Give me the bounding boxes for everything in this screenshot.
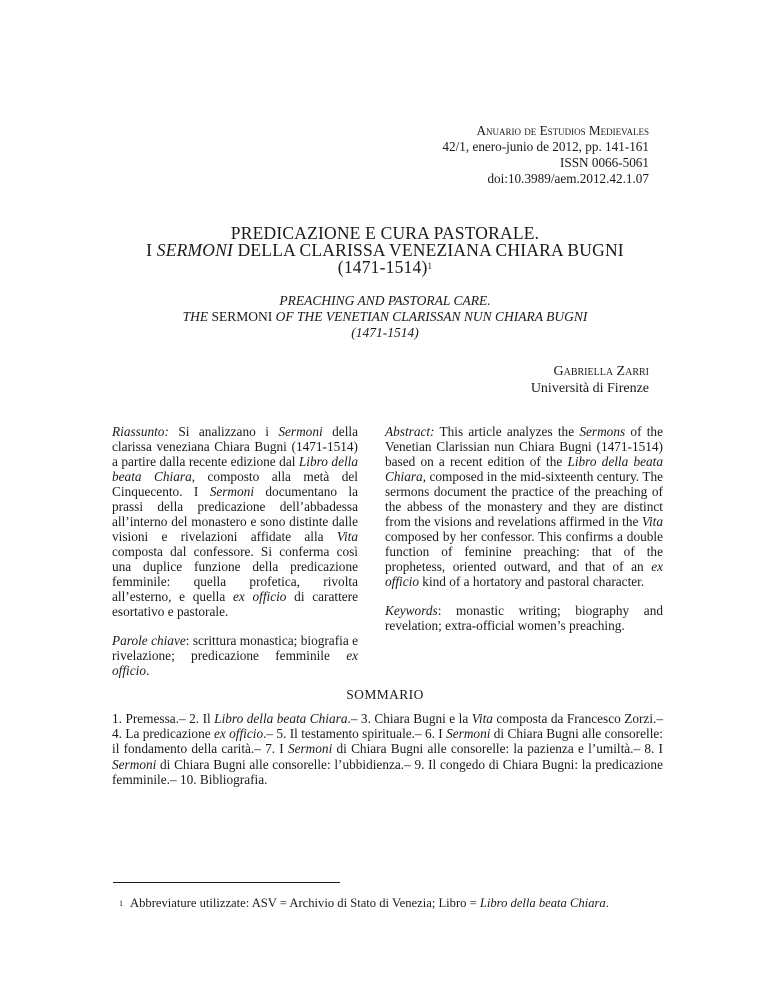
- title-italic: SERMONI: [156, 240, 233, 260]
- title-line-1: PREDICAZIONE E CURA PASTORALE.: [230, 223, 540, 243]
- text: composta dal confessore. Si conferma così una duplice funzione della predicazione femminile: quella profetica, rivolta all’esterno, e quella: [112, 544, 358, 604]
- text: Abbreviature utilizzate: ASV = Archivio di Stato di Venezia; Libro =: [130, 896, 480, 910]
- subtitle-line-1: PREACHING AND PASTORAL CARE.: [279, 293, 491, 308]
- sommario-heading: SOMMARIO: [346, 687, 424, 702]
- text: .: [605, 896, 609, 910]
- text: di Chiara Bugni alle consorelle: il fondamento della carità.– 7. I: [112, 726, 663, 757]
- author-affiliation: Università di Firenze: [530, 381, 649, 396]
- text: , composto alla metà del Cinquecento. I: [112, 469, 358, 499]
- subtitle-upright: SERMONI: [208, 309, 276, 324]
- article-subtitle: [100, 293, 670, 341]
- italic-text: Sermoni: [287, 741, 333, 757]
- text: composed by her confessor. This confirms a double function of feminine preaching: that of the prophetess, oriented outward, and that of an: [385, 529, 663, 574]
- footnote: [113, 896, 673, 911]
- author-block: [531, 363, 649, 397]
- article-title: [100, 225, 670, 276]
- subtitle-line-3: (1471-1514): [351, 325, 419, 340]
- italic-text: Sermoni: [278, 424, 323, 439]
- text: kind of a hortatory and pastoral character.: [418, 574, 645, 589]
- italic-text: ex officio: [232, 589, 287, 604]
- keywords-italian: [112, 633, 358, 678]
- subtitle-text: OF THE VENETIAN CLARISSAN NUN CHIARA BUGNI: [275, 309, 588, 324]
- italic-text: Vita: [471, 711, 493, 726]
- keywords-english: [385, 603, 663, 633]
- italic-text: Sermons: [579, 424, 626, 439]
- abstract-english: [385, 424, 663, 589]
- abstract-column-english: [385, 424, 663, 633]
- journal-masthead: [442, 123, 649, 187]
- italic-text: Libro della beata Chiara: [112, 454, 359, 484]
- abstract-column-italian: [112, 424, 358, 678]
- text: della clarissa veneziana Chiara Bugni (1471-1514) a partire dalla recente edizione dal: [112, 424, 358, 469]
- text: di carattere esortativo e pastorale.: [112, 589, 358, 619]
- text: di Chiara Bugni alle consorelle: la pazienza e l’umiltà.– 8. I: [332, 741, 663, 757]
- italic-text: Libro della beata Chiara: [214, 711, 348, 726]
- table-of-contents: [112, 711, 663, 787]
- footnote-mark: 1: [119, 899, 123, 908]
- text: .: [145, 663, 150, 678]
- italic-text: Sermoni: [446, 726, 491, 742]
- text: : scrittura monastica; biografia e rivelazione; predicazione femminile: [112, 633, 358, 663]
- italic-text: Libro della beata Chiara: [385, 454, 663, 484]
- issn: ISSN 0066-5061: [559, 155, 649, 170]
- italic-text: ex officio: [112, 648, 358, 678]
- subtitle-line-2: [100, 309, 670, 325]
- abstract-label: Riassunto:: [112, 424, 169, 439]
- text: 1. Premessa.– 2. Il: [112, 711, 215, 726]
- italic-text: Vita: [336, 529, 358, 544]
- author-name: Gabriella Zarri: [553, 364, 649, 379]
- sommario-body: [112, 711, 663, 787]
- title-line-3: [100, 259, 670, 276]
- text: .– 3. Chiara Bugni e la: [347, 711, 472, 726]
- text: di Chiara Bugni alle consorelle: l’ubbidienza.– 9. Il congedo di Chiara Bugni: la predicazione femminile.– 10. Bibliografia.: [112, 756, 663, 787]
- footnote-ref[interactable]: 1: [427, 261, 433, 271]
- keywords-label: Parole chiave: [112, 633, 186, 648]
- text: : monastic writing; biography and revelation; extra-official women’s preaching.: [385, 603, 663, 633]
- italic-text: Libro della beata Chiara: [479, 896, 606, 910]
- title-dates: (1471-1514): [337, 257, 428, 277]
- text: , composed in the mid-sixteenth century. The sermons document the practice of the preaching of the abbess of the monastery and they are distinct from the visions and revelations affirmed in the: [385, 469, 663, 529]
- journal-name: Anuario de Estudios Medievales: [476, 123, 649, 138]
- text: documentano la prassi della predicazione dell’abbadessa all’interno del monastero e sono distinte dalle visioni e rivelazioni affidate alla: [112, 484, 358, 544]
- text: Si analizzano i: [168, 424, 279, 439]
- italic-text: ex officio: [213, 726, 264, 742]
- keywords-label: Keywords: [385, 603, 438, 618]
- title-text: DELLA CLARISSA VENEZIANA CHIARA BUGNI: [233, 240, 624, 260]
- title-text: I: [146, 240, 157, 260]
- doi: doi:10.3989/aem.2012.42.1.07: [487, 171, 649, 186]
- text: composta da Francesco Zorzi.– 4. La predicazione: [112, 711, 664, 742]
- italic-text: Sermoni: [209, 484, 255, 499]
- italic-text: ex officio: [385, 559, 663, 589]
- issue-line: 42/1, enero-junio de 2012, pp. 141-161: [442, 139, 649, 154]
- abstract-label: Abstract:: [385, 424, 435, 439]
- text: This article analyzes the: [434, 424, 580, 439]
- text: of the Venetian Clarissian nun Chiara Bugni (1471-1514) based on a recent edition of the: [385, 424, 663, 469]
- footnote-rule: [113, 882, 340, 883]
- subtitle-text: THE: [182, 309, 209, 324]
- italic-text: Sermoni: [112, 756, 157, 772]
- abstract-italian: [112, 424, 358, 619]
- text: .– 5. Il testamento spirituale.– 6. I: [263, 726, 447, 742]
- italic-text: Vita: [641, 514, 663, 529]
